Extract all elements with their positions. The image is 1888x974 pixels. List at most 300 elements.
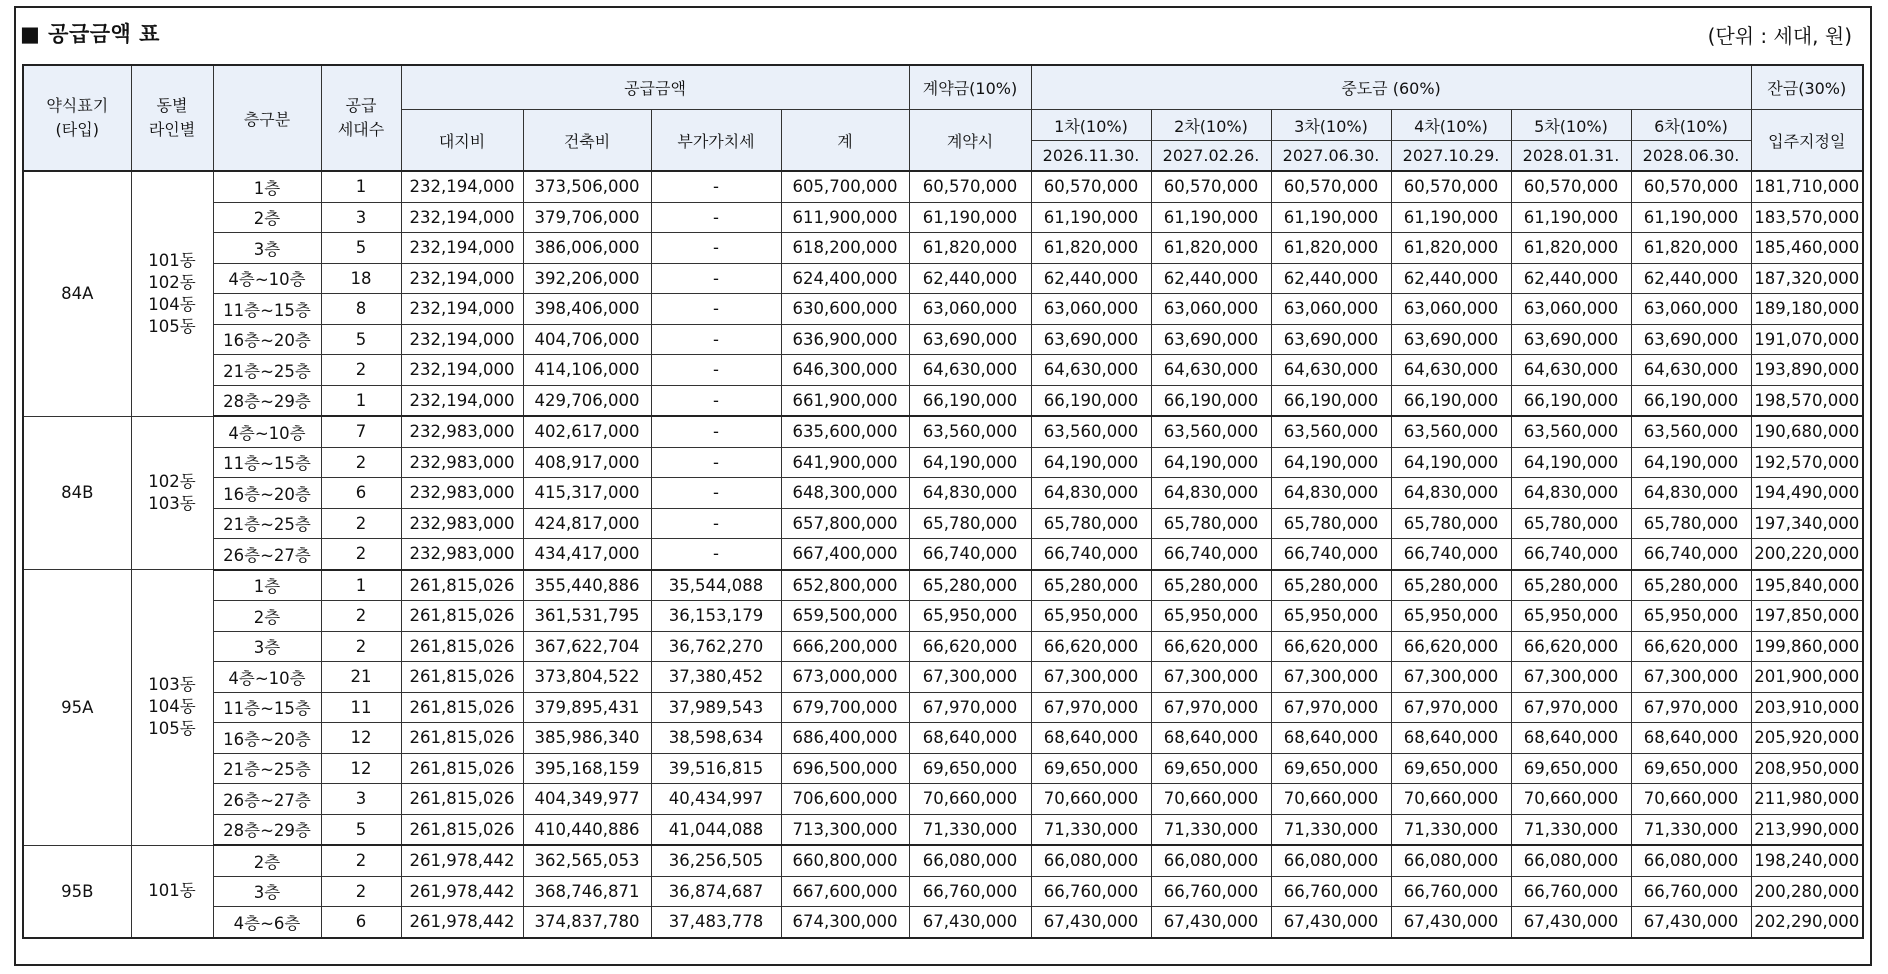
cell-interim-6: 69,650,000: [1631, 753, 1751, 784]
cell-interim-1: 63,060,000: [1031, 294, 1151, 325]
cell-interim-5: 67,300,000: [1511, 662, 1631, 693]
cell-balance: 183,570,000: [1751, 202, 1863, 233]
cell-vat: -: [651, 385, 781, 416]
cell-interim-5: 65,950,000: [1511, 601, 1631, 632]
cell-building: 386,006,000: [523, 233, 651, 264]
cell-interim-5: 63,690,000: [1511, 324, 1631, 355]
cell-deposit: 64,630,000: [909, 355, 1031, 386]
cell-vat: -: [651, 478, 781, 509]
cell-interim-3: 64,830,000: [1271, 478, 1391, 509]
cell-interim-4: 67,970,000: [1391, 692, 1511, 723]
cell-interim-6: 65,280,000: [1631, 570, 1751, 601]
cell-floor: 11층~15층: [213, 692, 321, 723]
cell-building: 410,440,886: [523, 814, 651, 845]
cell-building: 398,406,000: [523, 294, 651, 325]
cell-interim-4: 66,080,000: [1391, 845, 1511, 876]
cell-interim-1: 67,300,000: [1031, 662, 1151, 693]
cell-interim-6: 68,640,000: [1631, 723, 1751, 754]
header-interim-2: 2차(10%): [1151, 110, 1271, 141]
cell-interim-1: 63,560,000: [1031, 416, 1151, 447]
table-row: [23, 662, 1863, 693]
cell-interim-3: 65,280,000: [1271, 570, 1391, 601]
cell-balance: 197,850,000: [1751, 601, 1863, 632]
table-row: [23, 385, 1863, 416]
cell-deposit: 61,190,000: [909, 202, 1031, 233]
cell-units: 2: [321, 508, 401, 539]
cell-building: 373,506,000: [523, 171, 651, 202]
cell-interim-5: 64,830,000: [1511, 478, 1631, 509]
cell-vat: 39,516,815: [651, 753, 781, 784]
cell-interim-3: 60,570,000: [1271, 171, 1391, 202]
header-dong-label: 동별 라인별: [148, 96, 196, 139]
cell-balance: 185,460,000: [1751, 233, 1863, 264]
cell-interim-5: 65,780,000: [1511, 508, 1631, 539]
cell-type: 84B: [23, 416, 131, 570]
cell-total: 713,300,000: [781, 814, 909, 845]
cell-interim-3: 63,560,000: [1271, 416, 1391, 447]
cell-interim-1: 69,650,000: [1031, 753, 1151, 784]
cell-interim-4: 70,660,000: [1391, 784, 1511, 815]
header-interim-5-date: 2028.01.31.: [1511, 141, 1631, 172]
table-row: [23, 631, 1863, 662]
cell-interim-6: 70,660,000: [1631, 784, 1751, 815]
cell-units: 2: [321, 355, 401, 386]
header-supply-price: 공급금액: [401, 65, 909, 110]
cell-type: 95B: [23, 845, 131, 938]
cell-deposit: 69,650,000: [909, 753, 1031, 784]
cell-type: 95A: [23, 570, 131, 846]
cell-units: 5: [321, 814, 401, 845]
cell-floor: 1층: [213, 171, 321, 202]
cell-interim-6: 66,190,000: [1631, 385, 1751, 416]
cell-interim-4: 66,620,000: [1391, 631, 1511, 662]
cell-balance: 187,320,000: [1751, 263, 1863, 294]
cell-interim-5: 68,640,000: [1511, 723, 1631, 754]
cell-total: 641,900,000: [781, 447, 909, 478]
cell-dong: [131, 570, 213, 846]
cell-balance: 190,680,000: [1751, 416, 1863, 447]
cell-interim-2: 60,570,000: [1151, 171, 1271, 202]
cell-total: 686,400,000: [781, 723, 909, 754]
cell-units: 6: [321, 907, 401, 938]
cell-total: 636,900,000: [781, 324, 909, 355]
cell-land: 232,194,000: [401, 171, 523, 202]
cell-floor: 11층~15층: [213, 447, 321, 478]
cell-building: 424,817,000: [523, 508, 651, 539]
cell-dong-label: 102동 103동: [148, 471, 196, 513]
cell-balance: 197,340,000: [1751, 508, 1863, 539]
table-row: [23, 294, 1863, 325]
cell-interim-1: 63,690,000: [1031, 324, 1151, 355]
cell-interim-5: 70,660,000: [1511, 784, 1631, 815]
cell-total: 646,300,000: [781, 355, 909, 386]
cell-deposit: 65,780,000: [909, 508, 1031, 539]
cell-vat: -: [651, 539, 781, 570]
cell-interim-6: 64,630,000: [1631, 355, 1751, 386]
cell-interim-6: 67,300,000: [1631, 662, 1751, 693]
cell-interim-2: 67,300,000: [1151, 662, 1271, 693]
cell-interim-3: 67,300,000: [1271, 662, 1391, 693]
cell-interim-6: 66,740,000: [1631, 539, 1751, 570]
cell-interim-3: 65,780,000: [1271, 508, 1391, 539]
cell-interim-6: 65,950,000: [1631, 601, 1751, 632]
cell-land: 232,983,000: [401, 539, 523, 570]
cell-balance: 199,860,000: [1751, 631, 1863, 662]
cell-interim-1: 66,080,000: [1031, 845, 1151, 876]
table-row: [23, 876, 1863, 907]
table-row: [23, 601, 1863, 632]
cell-building: 374,837,780: [523, 907, 651, 938]
cell-interim-6: 62,440,000: [1631, 263, 1751, 294]
cell-vat: -: [651, 324, 781, 355]
cell-land: 232,194,000: [401, 294, 523, 325]
cell-units: 2: [321, 539, 401, 570]
cell-interim-1: 68,640,000: [1031, 723, 1151, 754]
table-row: [23, 814, 1863, 845]
cell-floor: 16층~20층: [213, 478, 321, 509]
cell-building: 395,168,159: [523, 753, 651, 784]
table-row: [23, 171, 1863, 202]
cell-land: 261,815,026: [401, 631, 523, 662]
cell-interim-3: 66,760,000: [1271, 876, 1391, 907]
cell-interim-6: 66,080,000: [1631, 845, 1751, 876]
cell-total: 630,600,000: [781, 294, 909, 325]
cell-interim-4: 65,280,000: [1391, 570, 1511, 601]
cell-land: 232,983,000: [401, 508, 523, 539]
cell-interim-3: 71,330,000: [1271, 814, 1391, 845]
unit-note: (단위 : 세대, 원): [1707, 24, 1852, 48]
cell-vat: 36,256,505: [651, 845, 781, 876]
cell-vat: 41,044,088: [651, 814, 781, 845]
cell-building: 379,706,000: [523, 202, 651, 233]
cell-vat: 37,380,452: [651, 662, 781, 693]
cell-floor: 3층: [213, 233, 321, 264]
cell-interim-2: 62,440,000: [1151, 263, 1271, 294]
cell-interim-1: 60,570,000: [1031, 171, 1151, 202]
header-floor: 층구분: [213, 65, 321, 171]
cell-total: 666,200,000: [781, 631, 909, 662]
cell-units: 12: [321, 723, 401, 754]
cell-interim-5: 69,650,000: [1511, 753, 1631, 784]
cell-interim-5: 67,430,000: [1511, 907, 1631, 938]
cell-land: 261,815,026: [401, 692, 523, 723]
cell-interim-2: 64,830,000: [1151, 478, 1271, 509]
cell-floor: 21층~25층: [213, 753, 321, 784]
cell-dong: [131, 416, 213, 570]
cell-interim-5: 66,760,000: [1511, 876, 1631, 907]
cell-interim-5: 66,620,000: [1511, 631, 1631, 662]
cell-interim-2: 65,780,000: [1151, 508, 1271, 539]
cell-dong-label: 101동: [148, 881, 196, 900]
cell-floor: 21층~25층: [213, 508, 321, 539]
header-interim-1: 1차(10%): [1031, 110, 1151, 141]
cell-interim-1: 67,970,000: [1031, 692, 1151, 723]
header-vat: 부가가치세: [651, 110, 781, 172]
cell-interim-6: 66,760,000: [1631, 876, 1751, 907]
cell-dong: [131, 845, 213, 938]
cell-total: 624,400,000: [781, 263, 909, 294]
cell-floor: 2층: [213, 845, 321, 876]
cell-interim-6: 67,430,000: [1631, 907, 1751, 938]
cell-interim-3: 66,190,000: [1271, 385, 1391, 416]
cell-floor: 26층~27층: [213, 784, 321, 815]
cell-vat: 36,762,270: [651, 631, 781, 662]
cell-units: 7: [321, 416, 401, 447]
cell-interim-1: 64,190,000: [1031, 447, 1151, 478]
cell-total: 696,500,000: [781, 753, 909, 784]
cell-interim-5: 66,740,000: [1511, 539, 1631, 570]
table-row: [23, 416, 1863, 447]
cell-interim-2: 63,690,000: [1151, 324, 1271, 355]
cell-deposit: 68,640,000: [909, 723, 1031, 754]
table-row: [23, 784, 1863, 815]
cell-balance: 198,240,000: [1751, 845, 1863, 876]
cell-floor: 28층~29층: [213, 385, 321, 416]
table-row: [23, 355, 1863, 386]
cell-balance: 200,280,000: [1751, 876, 1863, 907]
table-row: [23, 202, 1863, 233]
cell-building: 404,706,000: [523, 324, 651, 355]
cell-land: 232,983,000: [401, 478, 523, 509]
cell-interim-4: 63,690,000: [1391, 324, 1511, 355]
cell-total: 667,600,000: [781, 876, 909, 907]
cell-interim-2: 61,820,000: [1151, 233, 1271, 264]
cell-building: 379,895,431: [523, 692, 651, 723]
cell-land: 261,815,026: [401, 601, 523, 632]
cell-deposit: 63,690,000: [909, 324, 1031, 355]
cell-building: 415,317,000: [523, 478, 651, 509]
cell-interim-2: 64,190,000: [1151, 447, 1271, 478]
cell-building: 392,206,000: [523, 263, 651, 294]
cell-interim-1: 71,330,000: [1031, 814, 1151, 845]
header-land: 대지비: [401, 110, 523, 172]
cell-interim-4: 67,430,000: [1391, 907, 1511, 938]
cell-floor: 2층: [213, 601, 321, 632]
cell-deposit: 61,820,000: [909, 233, 1031, 264]
cell-interim-2: 63,560,000: [1151, 416, 1271, 447]
cell-land: 232,194,000: [401, 324, 523, 355]
cell-total: 657,800,000: [781, 508, 909, 539]
cell-interim-2: 70,660,000: [1151, 784, 1271, 815]
cell-units: 3: [321, 784, 401, 815]
header-building: 건축비: [523, 110, 651, 172]
cell-interim-5: 67,970,000: [1511, 692, 1631, 723]
cell-deposit: 67,300,000: [909, 662, 1031, 693]
cell-interim-1: 64,630,000: [1031, 355, 1151, 386]
cell-building: 402,617,000: [523, 416, 651, 447]
cell-land: 232,194,000: [401, 355, 523, 386]
cell-interim-6: 60,570,000: [1631, 171, 1751, 202]
cell-vat: 36,153,179: [651, 601, 781, 632]
cell-building: 434,417,000: [523, 539, 651, 570]
cell-deposit: 70,660,000: [909, 784, 1031, 815]
table-row: [23, 845, 1863, 876]
cell-balance: 200,220,000: [1751, 539, 1863, 570]
cell-units: 8: [321, 294, 401, 325]
cell-interim-1: 66,760,000: [1031, 876, 1151, 907]
cell-interim-1: 65,280,000: [1031, 570, 1151, 601]
cell-interim-5: 61,190,000: [1511, 202, 1631, 233]
cell-interim-2: 61,190,000: [1151, 202, 1271, 233]
cell-building: 368,746,871: [523, 876, 651, 907]
cell-interim-3: 67,430,000: [1271, 907, 1391, 938]
cell-deposit: 63,060,000: [909, 294, 1031, 325]
cell-units: 12: [321, 753, 401, 784]
cell-interim-1: 70,660,000: [1031, 784, 1151, 815]
cell-land: 232,983,000: [401, 447, 523, 478]
header-interim-3: 3차(10%): [1271, 110, 1391, 141]
cell-deposit: 66,620,000: [909, 631, 1031, 662]
cell-interim-2: 67,430,000: [1151, 907, 1271, 938]
cell-balance: 213,990,000: [1751, 814, 1863, 845]
cell-interim-1: 61,820,000: [1031, 233, 1151, 264]
cell-vat: -: [651, 416, 781, 447]
cell-land: 232,194,000: [401, 263, 523, 294]
cell-units: 6: [321, 478, 401, 509]
cell-balance: 194,490,000: [1751, 478, 1863, 509]
table-row: [23, 570, 1863, 601]
cell-total: 661,900,000: [781, 385, 909, 416]
cell-interim-2: 66,190,000: [1151, 385, 1271, 416]
cell-balance: 192,570,000: [1751, 447, 1863, 478]
cell-balance: 198,570,000: [1751, 385, 1863, 416]
cell-interim-1: 66,190,000: [1031, 385, 1151, 416]
cell-interim-2: 68,640,000: [1151, 723, 1271, 754]
cell-units: 2: [321, 845, 401, 876]
cell-total: 660,800,000: [781, 845, 909, 876]
table-row: [23, 263, 1863, 294]
cell-floor: 4층~10층: [213, 263, 321, 294]
cell-interim-3: 61,190,000: [1271, 202, 1391, 233]
cell-interim-5: 63,060,000: [1511, 294, 1631, 325]
cell-land: 261,815,026: [401, 570, 523, 601]
cell-floor: 16층~20층: [213, 324, 321, 355]
cell-interim-4: 69,650,000: [1391, 753, 1511, 784]
cell-interim-1: 67,430,000: [1031, 907, 1151, 938]
cell-units: 2: [321, 447, 401, 478]
cell-interim-5: 66,190,000: [1511, 385, 1631, 416]
cell-interim-4: 65,950,000: [1391, 601, 1511, 632]
cell-interim-5: 66,080,000: [1511, 845, 1631, 876]
cell-total: 635,600,000: [781, 416, 909, 447]
cell-interim-5: 62,440,000: [1511, 263, 1631, 294]
supply-price-table: [22, 64, 1864, 939]
table-row: [23, 907, 1863, 938]
header-interim-3-date: 2027.06.30.: [1271, 141, 1391, 172]
cell-balance: 208,950,000: [1751, 753, 1863, 784]
cell-interim-5: 71,330,000: [1511, 814, 1631, 845]
cell-interim-4: 66,760,000: [1391, 876, 1511, 907]
cell-interim-3: 66,740,000: [1271, 539, 1391, 570]
cell-units: 5: [321, 233, 401, 264]
header-balance: 잔금(30%): [1751, 65, 1863, 110]
cell-interim-2: 65,280,000: [1151, 570, 1271, 601]
cell-units: 18: [321, 263, 401, 294]
cell-land: 232,194,000: [401, 202, 523, 233]
cell-interim-3: 63,690,000: [1271, 324, 1391, 355]
cell-deposit: 60,570,000: [909, 171, 1031, 202]
cell-building: 429,706,000: [523, 385, 651, 416]
table-row: [23, 723, 1863, 754]
table-body: [23, 171, 1863, 938]
cell-vat: 35,544,088: [651, 570, 781, 601]
cell-interim-3: 69,650,000: [1271, 753, 1391, 784]
cell-floor: 4층~10층: [213, 662, 321, 693]
cell-building: 367,622,704: [523, 631, 651, 662]
cell-interim-6: 66,620,000: [1631, 631, 1751, 662]
cell-balance: 201,900,000: [1751, 662, 1863, 693]
cell-interim-1: 61,190,000: [1031, 202, 1151, 233]
header-interim-6: 6차(10%): [1631, 110, 1751, 141]
cell-interim-3: 64,190,000: [1271, 447, 1391, 478]
cell-interim-2: 66,080,000: [1151, 845, 1271, 876]
cell-vat: -: [651, 294, 781, 325]
cell-vat: 37,989,543: [651, 692, 781, 723]
table-row: [23, 447, 1863, 478]
cell-units: 3: [321, 202, 401, 233]
cell-interim-2: 63,060,000: [1151, 294, 1271, 325]
cell-interim-6: 71,330,000: [1631, 814, 1751, 845]
cell-interim-3: 65,950,000: [1271, 601, 1391, 632]
cell-vat: -: [651, 508, 781, 539]
header-interim-4: 4차(10%): [1391, 110, 1511, 141]
cell-interim-4: 66,190,000: [1391, 385, 1511, 416]
cell-interim-5: 63,560,000: [1511, 416, 1631, 447]
cell-units: 5: [321, 324, 401, 355]
cell-deposit: 67,970,000: [909, 692, 1031, 723]
cell-interim-2: 66,620,000: [1151, 631, 1271, 662]
header-deposit: 계약금(10%): [909, 65, 1031, 110]
cell-interim-5: 64,630,000: [1511, 355, 1631, 386]
table-row: [23, 692, 1863, 723]
cell-units: 2: [321, 876, 401, 907]
cell-total: 618,200,000: [781, 233, 909, 264]
cell-total: 611,900,000: [781, 202, 909, 233]
header-type-label: 약식표기 (타입): [46, 96, 109, 139]
cell-units: 2: [321, 631, 401, 662]
cell-building: 408,917,000: [523, 447, 651, 478]
cell-interim-2: 66,740,000: [1151, 539, 1271, 570]
cell-interim-5: 60,570,000: [1511, 171, 1631, 202]
header-units-label: 공급 세대수: [337, 96, 385, 139]
header-units: [321, 65, 401, 171]
cell-floor: 26층~27층: [213, 539, 321, 570]
cell-floor: 4층~6층: [213, 907, 321, 938]
cell-total: 605,700,000: [781, 171, 909, 202]
cell-interim-5: 64,190,000: [1511, 447, 1631, 478]
header-interim-6-date: 2028.06.30.: [1631, 141, 1751, 172]
cell-vat: 38,598,634: [651, 723, 781, 754]
cell-interim-4: 60,570,000: [1391, 171, 1511, 202]
cell-floor: 1층: [213, 570, 321, 601]
cell-dong: [131, 171, 213, 416]
cell-balance: 211,980,000: [1751, 784, 1863, 815]
cell-building: 385,986,340: [523, 723, 651, 754]
cell-total: 659,500,000: [781, 601, 909, 632]
cell-total: 648,300,000: [781, 478, 909, 509]
cell-interim-3: 66,620,000: [1271, 631, 1391, 662]
cell-vat: -: [651, 355, 781, 386]
cell-deposit: 66,190,000: [909, 385, 1031, 416]
cell-deposit: 71,330,000: [909, 814, 1031, 845]
cell-building: 361,531,795: [523, 601, 651, 632]
header-type: [23, 65, 131, 171]
cell-units: 2: [321, 601, 401, 632]
cell-land: 232,194,000: [401, 233, 523, 264]
cell-interim-1: 65,780,000: [1031, 508, 1151, 539]
cell-floor: 28층~29층: [213, 814, 321, 845]
cell-floor: 3층: [213, 876, 321, 907]
